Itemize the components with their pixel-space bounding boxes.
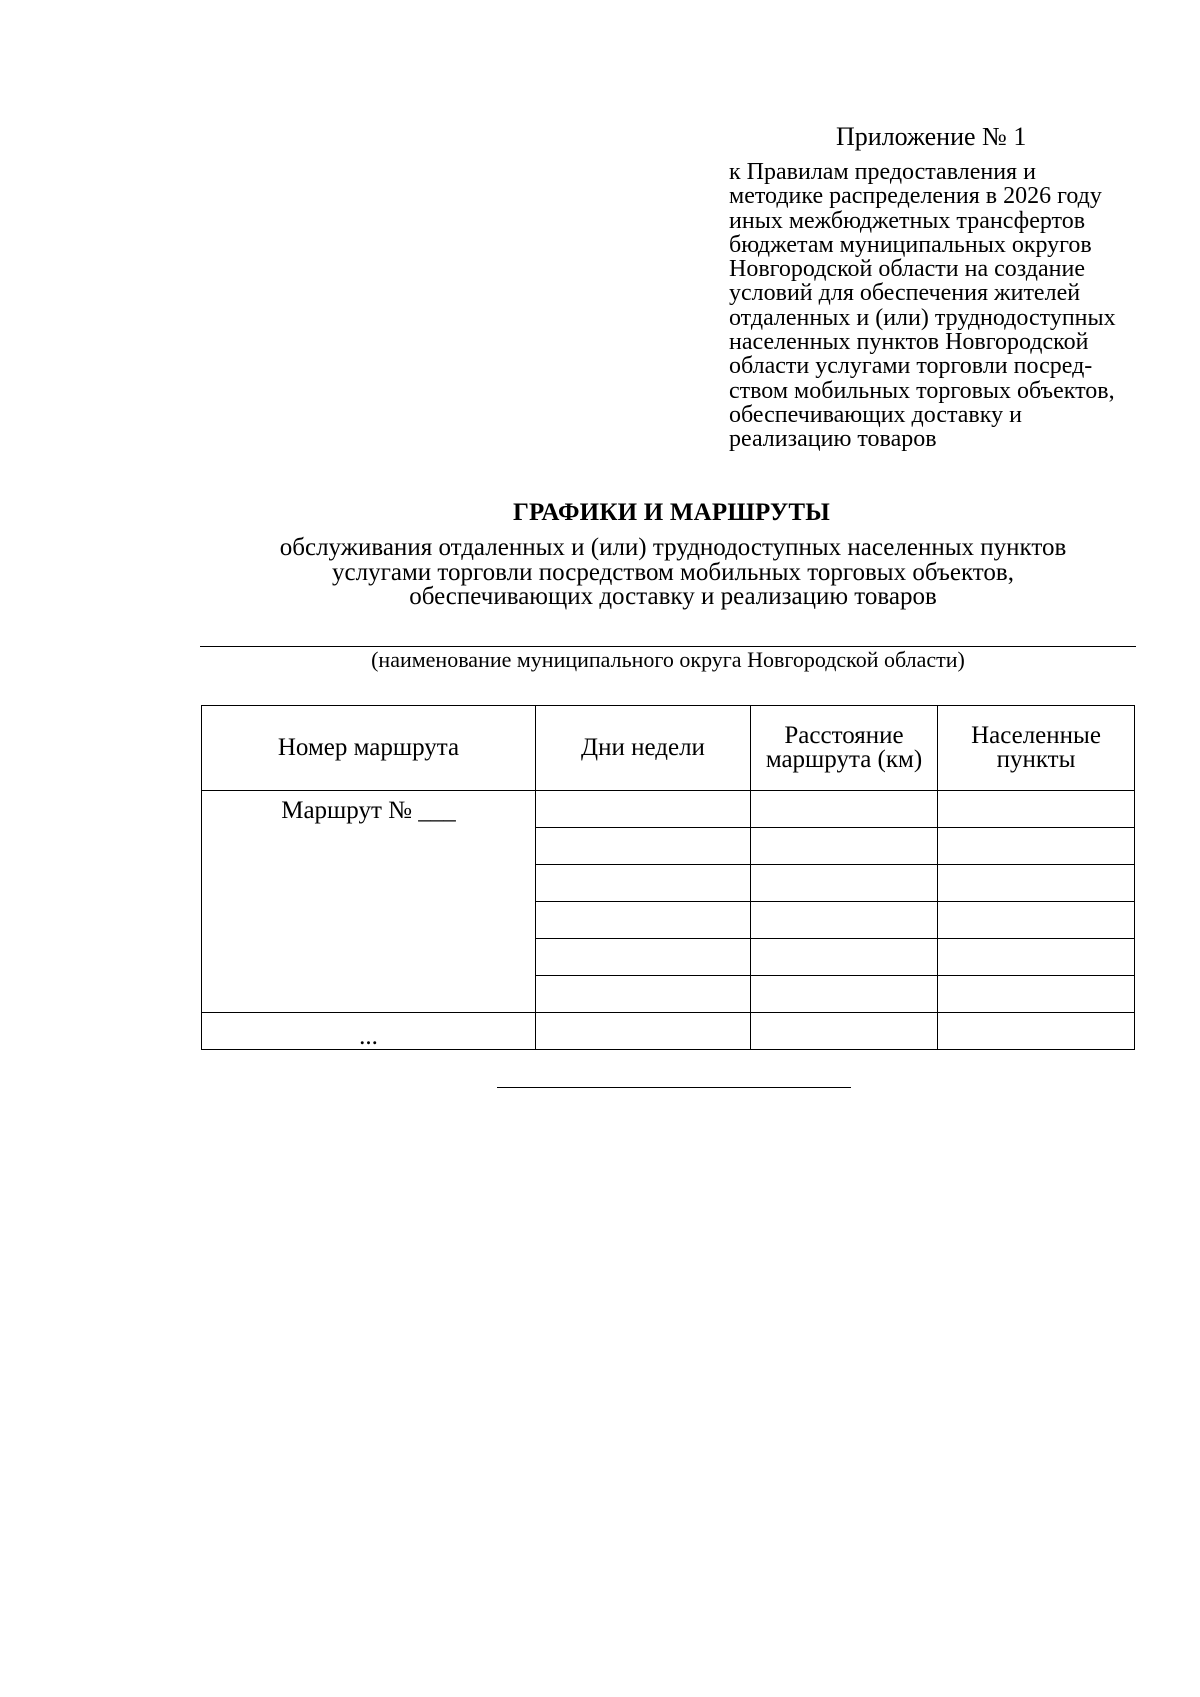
settlements-cell [938,939,1135,976]
weekdays-cell [536,902,751,939]
weekdays-cell [536,865,751,902]
document-subtitle [200,536,1146,610]
continuation-cell: ... [202,1013,536,1050]
municipality-caption: (наименование муниципального округа Новгородской области) [371,647,965,672]
settlements-cell [938,791,1135,828]
settlements-cell [938,828,1135,865]
weekdays-cell [536,976,751,1013]
routes-table [201,705,1135,1050]
subtitle-line: обслуживания отдаленных и (или) труднодоступных населенных пунктов [279,534,1067,561]
settlements-cell [938,902,1135,939]
distance-cell [751,976,938,1013]
appendix-line: условий для обеспечения жителей [729,280,1081,307]
weekdays-cell [536,791,751,828]
end-of-document-line [497,1087,851,1088]
appendix-line: иных межбюджетных трансфертов [729,207,1086,234]
table-row [202,791,1135,828]
table-row [202,1013,1135,1050]
document-title: ГРАФИКИ И МАРШРУТЫ [512,499,831,526]
appendix-line: методике распределения в 2026 году [729,183,1102,210]
appendix-title: Приложение № 1 [836,122,1027,151]
distance-cell [751,939,938,976]
header-distance: Расстояние маршрута (км) [751,706,938,791]
weekdays-cell [536,939,751,976]
distance-cell [751,865,938,902]
header-route-number: Номер маршрута [202,706,536,791]
settlements-cell [938,1013,1135,1050]
appendix-line: области услугами торговли посред- [729,353,1093,380]
appendix-line: отдаленных и (или) труднодоступных [729,304,1116,331]
route-number-label: Маршрут № ___ [281,797,456,824]
subtitle-line: услугами торговли посредством мобильных торговых объектов, [332,558,1014,586]
settlements-cell [938,976,1135,1013]
route-number-cell [202,791,536,1013]
appendix-line: ством мобильных торговых объектов, [729,377,1115,404]
appendix-line: реализацию товаров [729,426,937,453]
appendix-line: населенных пунктов Новгородской [729,329,1089,356]
subtitle-line: обеспечивающих доставку и реализацию товаров [409,583,937,610]
header-settlements: Населенные пункты [938,706,1135,791]
appendix-line: Новгородской области на создание [729,256,1085,283]
weekdays-cell [536,1013,751,1050]
settlements-cell [938,865,1135,902]
appendix-description [729,160,1169,452]
table-header-row [202,706,1135,791]
distance-cell [751,902,938,939]
header-weekdays: Дни недели [536,706,751,791]
weekdays-cell [536,828,751,865]
appendix-line: бюджетам муниципальных округов [729,231,1092,258]
appendix-line: к Правилам предоставления и [729,159,1036,185]
distance-cell [751,791,938,828]
distance-cell [751,1013,938,1050]
distance-cell [751,828,938,865]
appendix-line: обеспечивающих доставку и [729,401,1022,428]
